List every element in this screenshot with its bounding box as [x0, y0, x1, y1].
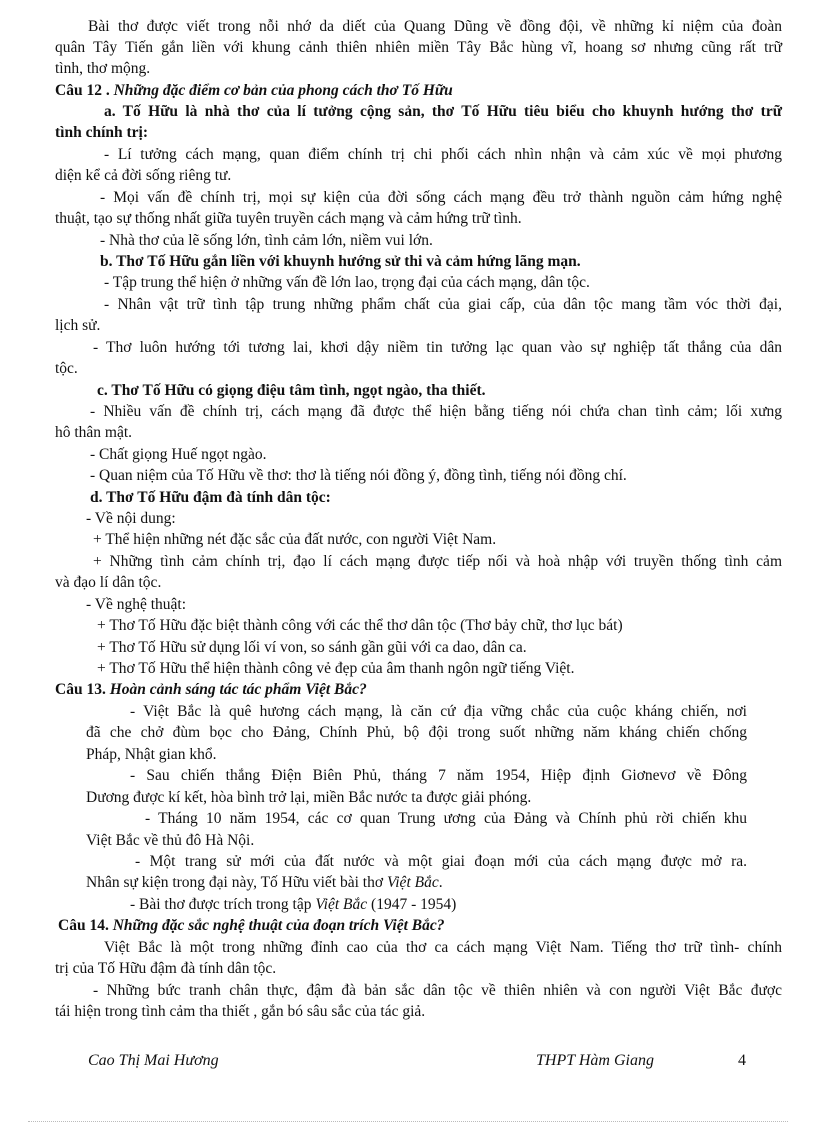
section-a-item-1-line-2: diện kể cả đời sống riêng tư. — [55, 167, 232, 184]
section-d-content-label: - Về nội dung: — [86, 510, 176, 527]
section-b-item-3-line-1: - Thơ luôn hướng tới tương lai, khơi dậy niềm tin tưởng lạc quan vào sự nghiệp tất thắng của dân — [93, 339, 782, 356]
q13-para-5-collection-title: Việt Bắc — [315, 896, 368, 913]
q13-para-3-line-1: - Tháng 10 năm 1954, các cơ quan Trung ương của Đảng và Chính phủ rời chiến khu — [145, 810, 747, 827]
section-c-item-1-line-2: hô thân mật. — [55, 424, 133, 441]
q14-para-1-line-2: trị của Tố Hữu đậm đà tính dân tộc. — [55, 960, 277, 977]
question-13-number: Câu 13. — [55, 681, 110, 698]
page-number: 4 — [738, 1052, 746, 1069]
section-b-item-3-line-2: tộc. — [55, 360, 78, 377]
q13-para-5-years: (1947 - 1954) — [367, 896, 457, 913]
question-12-number: Câu 12 . — [55, 82, 114, 99]
section-b-item-2-line-2: lịch sử. — [55, 317, 101, 334]
intro-line-2: quân Tây Tiến gắn liền với khung cảnh thiên nhiên miền Tây Bắc hùng vĩ, hoang sơ nhưng cũng rất trữ — [55, 39, 782, 56]
section-b-heading: b. Thơ Tố Hữu gắn liền với khuynh hướng sử thi và cảm hứng lãng mạn. — [100, 253, 581, 270]
section-b-item-2-line-1: - Nhân vật trữ tình tập trung những phẩm chất của giai cấp, của dân tộc mang tầm vóc thời đại, — [104, 296, 782, 313]
q13-para-4-work-title: Việt Bắc — [386, 874, 439, 891]
q14-para-2-line-2: tái hiện trong tình cảm tha thiết , gắn bó sâu sắc của tác giả. — [55, 1003, 426, 1020]
q13-para-4-period: . — [438, 874, 443, 891]
section-d-art-label: - Về nghệ thuật: — [86, 596, 187, 613]
section-c-heading: c. Thơ Tố Hữu có giọng điệu tâm tình, ngọt ngào, tha thiết. — [97, 382, 486, 399]
q13-para-2-line-2: Dương được kí kết, hòa bình trở lại, miền Bắc nước ta được giải phóng. — [86, 789, 532, 806]
question-14-number: Câu 14. — [58, 917, 113, 934]
q14-para-2-line-1: - Những bức tranh chân thực, đậm đà bản sắc dân tộc về thiên nhiên và con người Việt Bắc được — [93, 982, 782, 999]
page-bottom-divider — [28, 1121, 788, 1122]
section-b-item-1: - Tập trung thể hiện ở những vấn đề lớn lao, trọng đại của cách mạng, dân tộc. — [104, 274, 590, 291]
q13-para-5 — [130, 894, 456, 915]
section-d-content-item-2-line-2: và đạo lí dân tộc. — [55, 574, 162, 591]
section-d-art-item-3: + Thơ Tố Hữu thể hiện thành công vẻ đẹp của âm thanh ngôn ngữ tiếng Việt. — [97, 660, 575, 677]
q13-para-1-line-2: đã che chở đùm bọc cho Đảng, Chính Phủ, bộ đội trong suốt những năm kháng chiến chống — [86, 724, 747, 741]
section-c-item-2: - Chất giọng Huế ngọt ngào. — [90, 446, 267, 463]
section-d-heading: d. Thơ Tố Hữu đậm đà tính dân tộc: — [90, 489, 331, 506]
section-c-item-3: - Quan niệm của Tố Hữu về thơ: thơ là tiếng nói đồng ý, đồng tình, tiếng nói đồng chí. — [90, 467, 627, 484]
question-12-title: Những đặc điểm cơ bản của phong cách thơ Tố Hữu — [113, 82, 453, 99]
q13-para-4-line-2 — [86, 872, 443, 893]
question-12-heading — [55, 80, 453, 101]
q13-para-5-text: - Bài thơ được trích trong tập — [130, 896, 316, 913]
section-a-heading-1: a. Tố Hữu là nhà thơ của lí tưởng cộng sản, thơ Tố Hữu tiêu biểu cho khuynh hướng thơ trữ — [104, 103, 782, 120]
intro-line-1: Bài thơ được viết trong nỗi nhớ da diết của Quang Dũng về đồng đội, về những kỉ niệm của đoàn — [88, 18, 782, 35]
q14-para-1-line-1: Việt Bắc là một trong những đỉnh cao của thơ ca cách mạng Việt Nam. Tiếng thơ trữ tình- chính — [104, 939, 782, 956]
q13-para-3-line-2: Việt Bắc về thủ đô Hà Nội. — [86, 832, 255, 849]
section-a-item-2-line-2: thuật, tạo sự thống nhất giữa tuyên truyền cách mạng và cảm hứng trữ tình. — [55, 210, 522, 227]
question-14-title: Những đặc sắc nghệ thuật của đoạn trích Việt Bắc? — [112, 917, 445, 934]
q13-para-1-line-3: Pháp, Nhật gian khổ. — [86, 746, 217, 763]
section-a-heading-2: tình chính trị: — [55, 124, 149, 141]
section-d-content-item-1: + Thể hiện những nét đặc sắc của đất nước, con người Việt Nam. — [93, 531, 497, 548]
section-a-item-3: - Nhà thơ của lẽ sống lớn, tình cảm lớn, niềm vui lớn. — [100, 232, 433, 249]
section-d-art-item-1: + Thơ Tố Hữu đặc biệt thành công với các thể thơ dân tộc (Thơ bảy chữ, thơ lục bát) — [97, 617, 623, 634]
section-d-art-item-2: + Thơ Tố Hữu sử dụng lối ví von, so sánh gần gũi với ca dao, dân ca. — [97, 639, 527, 656]
q13-para-1-line-1: - Việt Bắc là quê hương cách mạng, là căn cứ địa vững chắc của cuộc kháng chiến, nơi — [130, 703, 747, 720]
question-13-heading — [55, 679, 367, 700]
question-14-heading — [58, 915, 445, 936]
q13-para-2-line-1: - Sau chiến thắng Điện Biên Phủ, tháng 7 năm 1954, Hiệp định Giơnevơ về Đông — [130, 767, 747, 784]
intro-line-3: tình, thơ mộng. — [55, 60, 151, 77]
q13-para-4-text: Nhân sự kiện trong đại này, Tố Hữu viết bài thơ — [86, 874, 387, 891]
q13-para-4-line-1: - Một trang sử mới của đất nước và một giai đoạn mới của cách mạng được mở ra. — [135, 853, 747, 870]
question-13-title: Hoàn cảnh sáng tác tác phẩm Việt Bắc? — [109, 681, 367, 698]
section-a-item-1-line-1: - Lí tưởng cách mạng, quan điểm chính trị chi phối cách nhìn nhận và cảm xúc về mọi phương — [104, 146, 782, 163]
section-d-content-item-2-line-1: + Những tình cảm chính trị, đạo lí cách mạng được tiếp nối và hoà nhập với truyền thống tình cảm — [93, 553, 782, 570]
footer-author: Cao Thị Mai Hương — [88, 1052, 219, 1069]
footer-school: THPT Hàm Giang — [536, 1052, 654, 1069]
section-a-item-2-line-1: - Mọi vấn đề chính trị, mọi sự kiện của đời sống cách mạng đều trở thành nguồn cảm hứng nghệ — [100, 189, 782, 206]
section-c-item-1-line-1: - Nhiều vấn đề chính trị, cách mạng đã được thể hiện bằng tiếng nói chứa chan tình cảm; lối xưng — [90, 403, 782, 420]
